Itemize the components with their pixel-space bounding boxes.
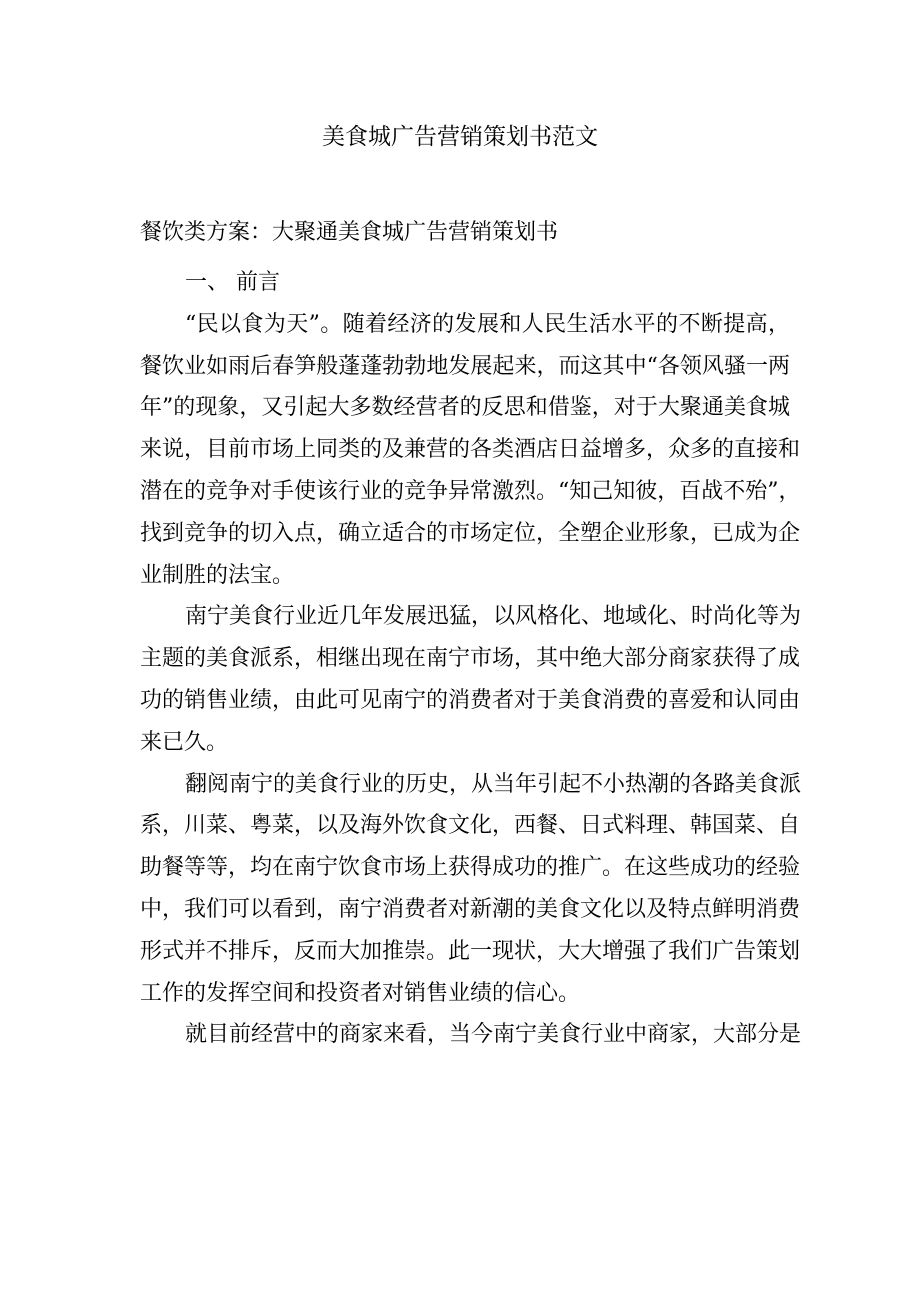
paragraph [140,764,802,1015]
paragraph-line: 翻阅南宁的美食行业的历史，从当年引起不小热潮的各路美食派 [185,771,802,797]
paragraph-line: 功的销售业绩，由此可见南宁的消费者对于美食消费的喜爱和认同由 [140,687,801,713]
paragraph-line: 找到竞争的切入点，确立适合的市场定位，全塑企业形象，已成为企 [140,520,801,546]
paragraph-line: 系，川菜、粤菜，以及海外饮食文化，西餐、日式料理、韩国菜、自 [140,813,801,839]
paragraph-line: 中，我们可以看到，南宁消费者对新潮的美食文化以及特点鲜明消费 [140,896,801,922]
paragraph-line: 来说，目前市场上同类的及兼营的各类酒店日益增多，众多的直接和 [140,437,801,463]
paragraph-line: 主题的美食派系，相继出现在南宁市场，其中绝大部分商家获得了成 [140,646,801,672]
paragraph [140,1014,802,1056]
paragraph-line: 形式并不排斥，反而大加推崇。此一现状，大大增强了我们广告策划 [140,938,801,964]
document-title: 美食城广告营销策划书范文 [322,124,598,150]
paragraph-line: 工作的发挥空间和投资者对销售业绩的信心。 [140,980,581,1006]
paragraph-line: 潜在的竞争对手使该行业的竞争异常激烈。“知己知彼，百战不殆”， [140,478,801,504]
paragraph-line: 助餐等等，均在南宁饮食市场上获得成功的推广。在这些成功的经验 [140,855,801,881]
document-body [140,262,802,1056]
paragraph-line: 年”的现象，又引起大多数经营者的反思和借鉴，对于大聚通美食城 [140,395,790,421]
paragraph [140,596,802,763]
paragraph-line: 南宁美食行业近几年发展迅猛，以风格化、地域化、时尚化等为 [185,604,802,630]
section-heading: 一、 前言 [185,270,280,295]
paragraph-line: 业制胜的法宝。 [140,562,295,588]
paragraph [140,304,801,597]
paragraph-line: “民以食为天”。随着经济的发展和人民生活水平的不断提高， [185,311,790,337]
paragraph-line: 来已久。 [140,729,229,755]
paragraphs [140,304,802,1056]
paragraph-line: 餐饮业如雨后春笋般蓬蓬勃勃地发展起来，而这其中“各领风骚一两 [140,353,790,379]
paragraph-line: 就目前经营中的商家来看，当今南宁美食行业中商家，大部分是 [185,1022,802,1048]
document-subtitle: 餐饮类方案：大聚通美食城广告营销策划书 [140,220,559,245]
